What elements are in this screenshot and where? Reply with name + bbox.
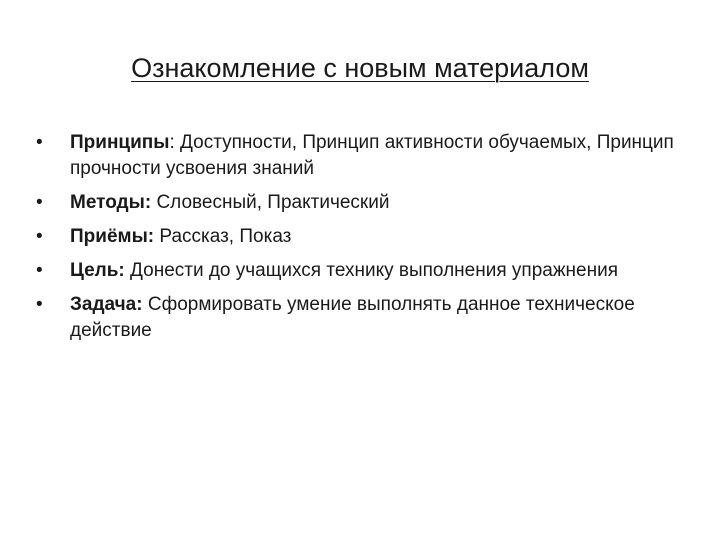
bullet-item-task	[36, 292, 686, 344]
bullet-icon: •	[36, 226, 43, 247]
bullet-term: Приёмы:	[70, 226, 155, 247]
bullet-icon: •	[36, 132, 43, 153]
bullet-text: Доступности, Принцип активности обучаемых, Принцип прочности усвоения знаний	[70, 132, 674, 179]
bullet-text: Рассказ, Показ	[159, 226, 292, 247]
bullet-text: Словесный, Практический	[156, 192, 390, 213]
bullet-term: Методы:	[70, 192, 152, 213]
bullet-icon: •	[36, 192, 43, 213]
bullet-term: Задача:	[70, 294, 143, 315]
bullet-text: Сформировать умение выполнять данное техническое действие	[70, 294, 635, 341]
bullet-item-techniques	[36, 224, 686, 250]
bullet-separator: :	[169, 132, 181, 153]
bullet-term: Цель:	[70, 260, 125, 281]
slide-title: Ознакомление с новым материалом	[131, 53, 589, 83]
bullet-list	[36, 130, 686, 352]
bullet-item-principles	[36, 130, 686, 182]
bullet-item-methods	[36, 190, 686, 216]
bullet-text: Донести до учащихся технику выполнения упражнения	[130, 260, 618, 281]
bullet-icon: •	[36, 294, 43, 315]
bullet-item-goal	[36, 258, 686, 284]
bullet-icon: •	[36, 260, 43, 281]
bullet-term: Принципы	[70, 132, 170, 153]
